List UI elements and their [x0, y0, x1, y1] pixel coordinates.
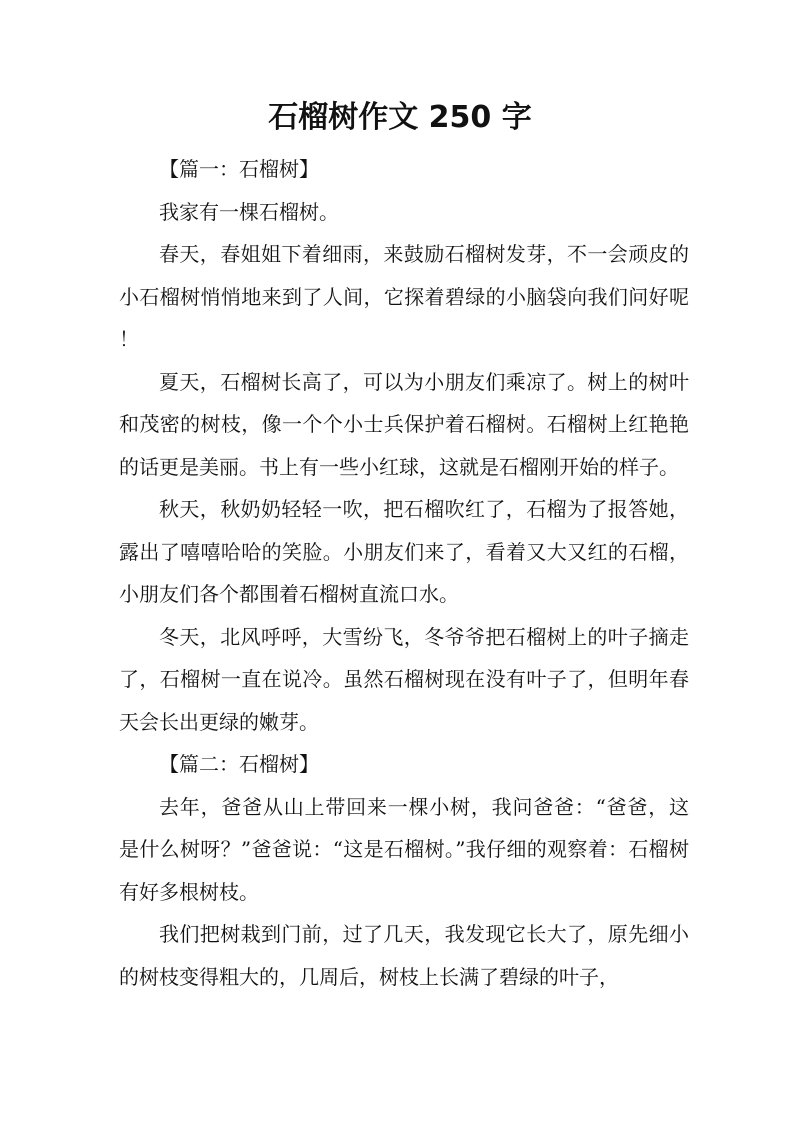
paragraph-intro: 我家有一棵石榴树。	[159, 199, 339, 224]
document-body	[119, 148, 689, 998]
section-heading-2: 【篇二：石榴树】	[159, 752, 319, 776]
paragraph-summer: 夏天，石榴树长高了，可以为小朋友们乘凉了。树上的树叶和茂密的树枝，像一个个小士兵保护着石榴树。石榴树上红艳艳的话更是美丽。书上有一些小红球，这就是石榴刚开始的样子。	[119, 369, 689, 479]
paragraph-winter: 冬天，北风呼呼，大雪纷飞，冬爷爷把石榴树上的叶子摘走了，石榴树一直在说冷。虽然石榴树现在没有叶子了，但明年春天会长出更绿的嫩芽。	[119, 624, 689, 734]
paragraph-spring: 春天，春姐姐下着细雨，来鼓励石榴树发芽，不一会顽皮的小石榴树悄悄地来到了人间，它探着碧绿的小脑袋向我们问好呢！	[119, 242, 689, 351]
paragraph-last-year: 去年，爸爸从山上带回来一棵小树，我问爸爸：“爸爸，这是什么树呀？”爸爸说：“这是石榴树。”我仔细的观察着：石榴树有好多根树枝。	[119, 794, 689, 904]
section-heading-1: 【篇一：石榴树】	[159, 157, 319, 181]
paragraph-planting: 我们把树栽到门前，过了几天，我发现它长大了，原先细小的树枝变得粗大的，几周后，树枝上长满了碧绿的叶子，	[119, 922, 689, 989]
document-title: 石榴树作文 250 字	[268, 100, 532, 135]
paragraph-autumn: 秋天，秋奶奶轻轻一吹，把石榴吹红了，石榴为了报答她，露出了嘻嘻哈哈的笑脸。小朋友们来了，看着又大又红的石榴，小朋友们各个都围着石榴树直流口水。	[119, 497, 689, 606]
